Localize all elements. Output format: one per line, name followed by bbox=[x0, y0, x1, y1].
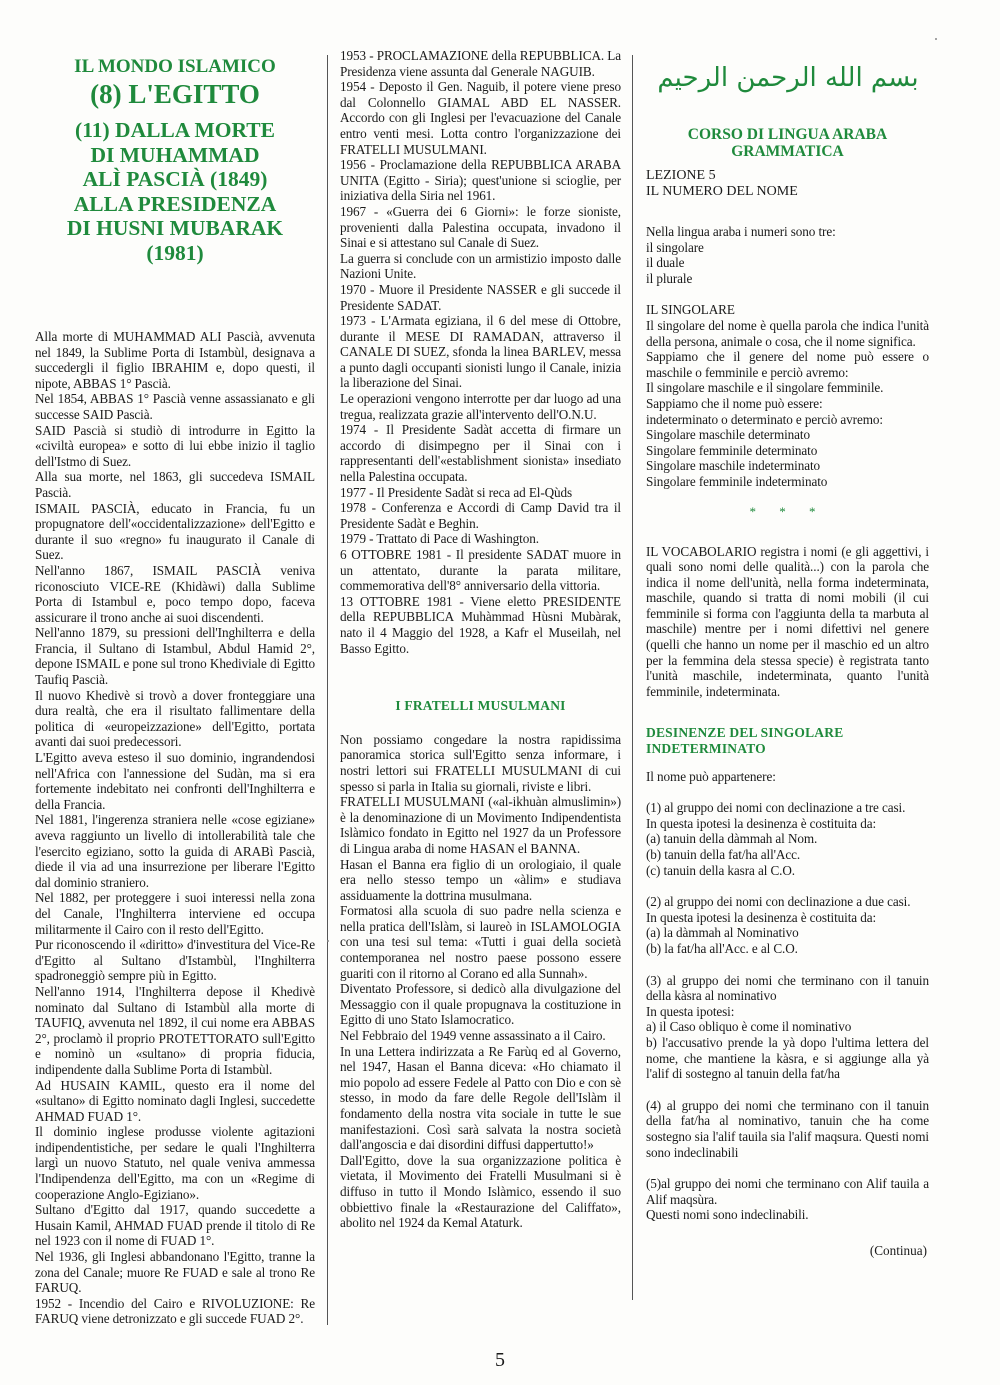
numbers-intro: Nella lingua araba i numeri sono tre: il singolare il duale il plurale bbox=[646, 224, 836, 286]
column-history bbox=[35, 40, 315, 1327]
svg-text:بسم الله الرحمن الرحيم: بسم الله الرحمن الرحيم bbox=[656, 63, 919, 93]
vocabulary-paragraph: IL VOCABOLARIO registra i nomi (e gli aggettivi, i quali sono nomi delle qualità...) con la parola che indica il nome dell'unità, nella forma indeterminata, maschile, quando si tratta di nomi mobili (il cui femminile si forma con l'aggiunta della ta marbuta al maschile) mentre per i nomi difettivi nel genere (quelli che hanno un nome per il maschio ed un altro per la femmina dela stessa specie) è registrata tanto l'unità maschile, indeterminata, quanto l'unità femminile, indeterminata. bbox=[646, 543, 929, 699]
lesson-title: LEZIONE 5 IL NUMERO DEL NOME bbox=[646, 168, 798, 199]
chronology-text: 1953 - PROCLAMAZIONE della REPUBBLICA. La Presidenza viene assunta dal Generale NAGUIB. 1954 - Deposto il Gen. Naguib, il potere viene preso dal Colonnello GIAMAL ABD EL NASSER. Accordo con gli Inglesi per l'evacuazione del Canale entro venti mesi. Lotta contro l'organizzazione dei FRATELLI MUSULMANI. 1956 - Proclamazione della REPUBBLICA ARABA UNITA (Egitto - Siria); quest'unione si scioglie, per iniziativa della Siria nel 1961. 1967 - «Guerra dei 6 Giorni»: le forze sioniste, provenienti dalla Palestina occupata, invadono il Sinai e si attestano sul Canale di Suez. La guerra si conclude con un armistizio imposto dalle Nazioni Unite. 1970 - Muore il Presidente NASSER e gli succede il Presidente SADAT. 1973 - L'Armata egiziana, il 6 del mese di Ottobre, durante il MESE DI RAMADAN, attraverso il CANALE DI SUEZ, sfonda la linea BARLEV, messa a punto dagli occupanti sionisti lungo il Canale, inizia la liberazione del Sinai. Le operazioni vengono interrotte per dar luogo ad una tregua, realizzata grazie all'intervento dell'O.N.U. 1974 - Il Presidente Sadàt accetta di firmare un accordo di disimpegno per il Sinai con i rappresentanti dell'«establishment sionista» insediato nella Palestina occupata. 1977 - Il Presidente Sadàt si reca ad El-Qùds 1978 - Conferenza e Accordi di Camp David tra il Presidente Sadàt e Beghin. 1979 - Trattato di Pace di Washington. 6 OTTOBRE 1981 - Il presidente SADAT muore in un attentato, durante la parata militare, commemorativa dell'8° anniversario della vittoria. 13 OTTOBRE 1981 - Viene eletto PRESIDENTE della REPUBBLICA Muhàmmad Hùsni Mubàrak, nato il 4 Maggio del 1928, a Kafr el Museilah, nel Basso Egitto. bbox=[340, 48, 621, 656]
column-divider-right bbox=[632, 55, 633, 1300]
singular-body: Il singolare del nome è quella parola che indica l'unità della persona, animale o cosa, che il nome significa. Sappiamo che il genere del nome può essere o maschile o femminile e perciò avremo: Il singolare maschile e il singolare femminile. Sappiamo che il nome può essere: indeterminato o determinato e perciò avremo: Singolare maschile determinato Singolare femminile determinato Singolare maschile indeterminato Singolare femminile indeterminato bbox=[646, 317, 929, 489]
column-chronology bbox=[340, 48, 621, 1231]
section-title-brothers: I FRATELLI MUSULMANI bbox=[395, 698, 566, 714]
series-title: IL MONDO ISLAMICO bbox=[74, 56, 276, 77]
basmala-icon bbox=[656, 48, 919, 104]
group-1: (1) al gruppo dei nomi con declinazione a tre casi. In questa ipotesi la desinenza è costituita da: (a) tanuin della dàmmah al Nom. (b) tanuin della fat/ha all'Acc. (c) tanuin della kasra al C.O. bbox=[646, 800, 906, 878]
group-5: (5)al gruppo dei nomi che terminano con Alif tauila a Alif maqsùra. Questi nomi sono indeclinabili. bbox=[646, 1176, 929, 1223]
history-body: Alla morte di MUHAMMAD ALI Pascià, avvenuta nel 1849, la Sublime Porta di Istambùl, designava a succedergli il figlio IBRAHIM e, dopo questi, il nipote, ABBAS 1° Pascià. Nel 1854, ABBAS 1° Pascià venne assassianato e gli successe SAID Pascià. SAID Pascià si studiò di introdurre in Egitto la «civiltà europea» e sotto di lui ebbe inizio il taglio dell'Istmo di Suez. Alla sua morte, nel 1863, gli succedeva ISMAIL Pascià. ISMAIL PASCIÀ, educato in Francia, fu un propugnatore dell'«occidentalizzazione» dell'Egitto e durante il suo «regno» fu inaugurato il Canale di Suez. Nell'anno 1867, ISMAIL PASCIÀ veniva riconosciuto VICE-RE (Khidàwi) dalla Sublime Porta di Istambul e, poco tempo dopo, faceva assicurare il trono anche ai suoi discendenti. Nell'anno 1879, su pressioni dell'Inghilterra e della Francia, il Sultano di Istambul, Abdul Hamid 2°, depone ISMAIL e pone sul trono Khediviale di Egitto Taufiq Pascià. Il nuovo Khedivè si trovò a dover fronteggiare una dura realtà, che era il risultato fallimentare della politica di «europeizzazione» dell'Egitto, portata avanti dai suoi predecessori. L'Egitto aveva esteso il suo dominio, ingrandendosi nell'Africa con l'annessione del Sudàn, ma si era fortemente indebitato nei confronti dell'Inghilterra e della Francia. Nel 1881, l'ingerenza straniera nelle «cose egiziane» aveva raggiunto un livello di intollerabilità tale che l'esercito egiziano, sotto la guida di ARABì Pascià, diede il via ad una insurrezione per liberare l'Egitto dal dominio straniero. Nel 1882, per proteggere i suoi interessi nella zona del Canale, l'Inghilterra interviene ed occupa militarmente il Cairo con il resto dell'Egitto. Pur riconoscendo il «diritto» d'investitura del Vice-Re d'Egitto al Sultano d'Istambùl, l'Inghilterra spadroneggiò sempre più in Egitto. Nell'anno 1914, l'Inghilterra depose il Khedivè nominato dal Sultano di Istambùl alla morte di TAUFIQ, avvenuta nel 1892, il cui nome era ABBAS 2°, proclamò il proprio PROTETTORATO sull'Egitto e nominò un «sultano» di propria fiducia, indipendente dalla Sublime Porta di Istambùl. Ad HUSAIN KAMIL, questo era il nome del «sultano» di Egitto nominato dagli Inglesi, succedette AHMAD FUAD 1°. Il dominio inglese produsse violente agitazioni indipendentistiche, per sedare le quali l'Inghilterra largì un nuovo Statuto, nel quale veniva ammessa l'Indipendenza dell'Egitto, ma con un «Regime di cooperazione Anglo-Egiziano». Sultano d'Egitto dal 1917, quando succedette a Husain Kamil, AHMAD FUAD prende il titolo di Re nel 1923 con il nome di FUAD 1°. Nel 1936, gli Inglesi abbandonano l'Egitto, tranne la zona del Canale; muore Re FUAD e sale al trono Re FARUQ. 1952 - Incendio del Cairo e RIVOLUZIONE: Re FARUQ viene detronizzato e gli succede FUAD 2°. bbox=[35, 329, 315, 1327]
print-speck bbox=[935, 38, 937, 40]
brothers-body: Non possiamo congedare la nostra rapidissima panoramica storica sull'Egitto senza informare, i nostri lettori sui FRATELLI MUSULMANI di cui spesso si parla in Italia su giornali, riviste e libri. FRATELLI MUSULMANI («al-ikhuàn almuslimin») è la denominazione di un Movimento Indipendentista Islàmico fondato in Egitto nel 1927 da un Professore di Lingua araba di nome HASAN el BANNA. Hasan el Banna era figlio di un orologiaio, il quale era nello stesso tempo un «àlim» e studiava assiduamente la dottrina musulmana. Formatosi alla scuola di suo padre nella scienza e nella pratica dell'Islàm, si laureò in ISLAMOLOGIA con una tesi sul tema: «Tutti i guai della società contemporanea nel nostro paese possono essere guariti con il ritorno al Corano ed alla Sunnah». Diventato Professore, si dedicò alla divulgazione del Messaggio con il quale propugnava la costituzione in Egitto di uno Stato Islamocratico. Nel Febbraio del 1949 venne assassinato a il Cairo. In una Lettera indirizzata a Re Farùq ed al Governo, nel 1947, Hasan el Banna diceva: «Ho chiamato il mio popolo ad essere Fedele al Patto con Dio e con sè stesso, in modo da fare delle Regole dell'Islàm il fondamento della nostra vita sociale in tutte le sue manifestazioni. Così sarà salvata la nostra società dall'angoscia e dai disordini diffusi dappertutto!» Dall'Egitto, dove la sua organizzazione politica è vietata, il Movimento dei Fratelli Musulmani si è diffuso in tutto il Mondo Islàmico, essendo il suo obbiettivo finale la «Restaurazione del Califfato», abolito nel 1924 da Kemal Ataturk. bbox=[340, 731, 621, 1231]
continued-note: (Continua) bbox=[869, 1242, 927, 1258]
page-number: 5 bbox=[495, 1349, 505, 1371]
print-speck bbox=[327, 940, 329, 942]
group-3: (3) al gruppo dei nomi che terminano con il tanuin della kàsra al nominativo In questa ipotesi: a) il Caso obliquo è come il nominativo b) l'accusativo prende la yà dopo l'ultima lettera del nome, che mantiene la kàsra, e si aggiunge alla yà l'alif di sostegno al tanuin della fat/ha bbox=[646, 972, 929, 1082]
basmala-calligraphy bbox=[646, 48, 929, 104]
group-2: (2) al gruppo dei nomi con declinazione a due casi. In questa ipotesi la desinenza è costituita da: (a) la dàmmah al Nominativo (b) la fat/ha all'Acc. e al C.O. bbox=[646, 894, 911, 956]
singular-heading: IL SINGOLARE bbox=[646, 302, 735, 318]
group-4: (4) al gruppo dei nomi che terminano con il tanuin della fat/ha al nominativo, tanuin che ha come sostegno sia l'alif tauila sia l'alif maqsura. Questi nomi sono indeclinabili bbox=[646, 1097, 929, 1160]
section-separator: * * * bbox=[749, 503, 826, 519]
article-subtitle: (11) DALLA MORTE DI MUHAMMAD ALÌ PASCIÀ (1849) ALLA PRESIDENZA DI HUSNI MUBARAK (1981) bbox=[66, 118, 284, 265]
endings-title: DESINENZE DEL SINGOLARE INDETERMINATO bbox=[646, 725, 844, 757]
endings-intro: Il nome può appartenere: bbox=[646, 768, 776, 784]
course-title: CORSO DI LINGUA ARABA GRAMMATICA bbox=[687, 126, 888, 160]
article-title: (8) L'EGITTO bbox=[90, 79, 260, 109]
column-arabic-course bbox=[646, 40, 929, 1259]
column-divider-left bbox=[327, 55, 328, 1325]
